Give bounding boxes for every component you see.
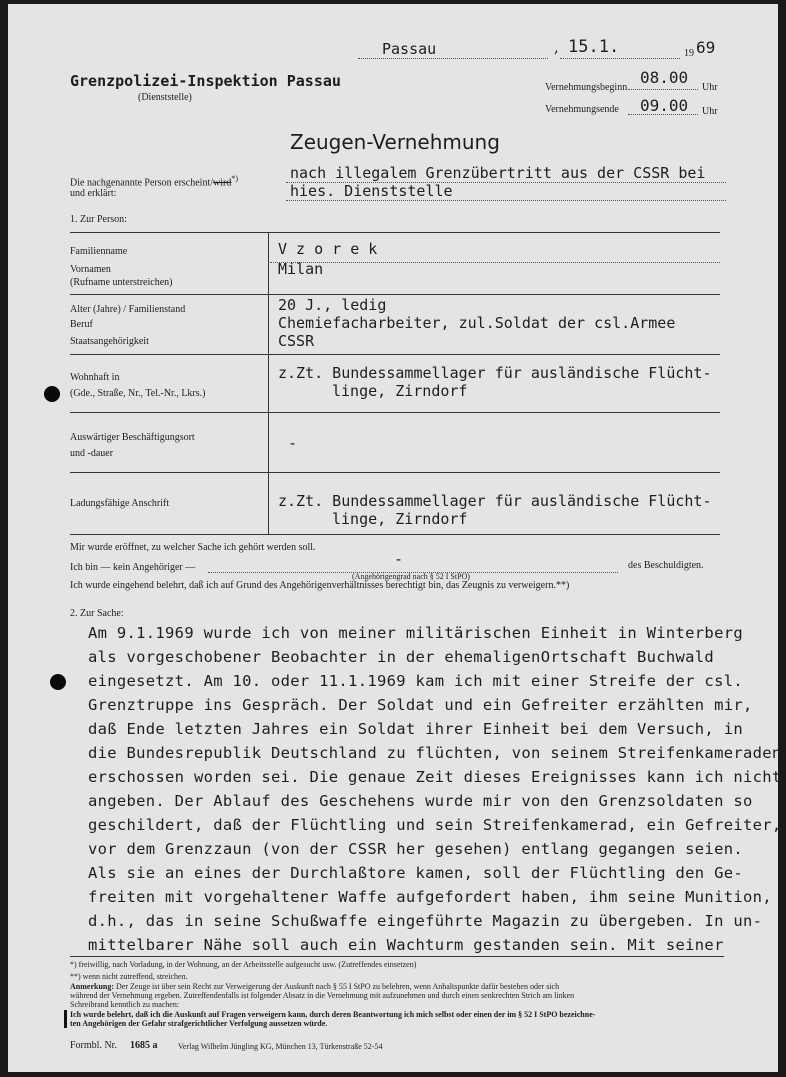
row1-sub-line bbox=[270, 262, 720, 263]
table-line-1 bbox=[70, 294, 720, 295]
intro-label bbox=[70, 174, 238, 188]
value-ladung-2: linge, Zirndorf bbox=[332, 510, 468, 528]
section-matter-heading: 2. Zur Sache: bbox=[70, 608, 124, 619]
narrative-line: angeben. Der Ablauf des Geschehens wurde mir von den Grenzsoldaten so bbox=[88, 792, 753, 810]
label-rufname: (Rufname unterstreichen) bbox=[70, 277, 173, 288]
form-publisher: Verlag Wilhelm Jüngling KG, München 13, Türkenstraße 52-54 bbox=[178, 1042, 383, 1051]
notice-opened: Mir wurde eröffnet, zu welcher Sache ich gehört werden soll. bbox=[70, 542, 316, 553]
footnote-1: *) freiwillig, nach Vorladung, in der Wohnung, an der Arbeitsstelle aufgesucht usw. (Zutreffendes einsetzen) bbox=[70, 960, 417, 969]
bold-remark-2: ten Angehörigen der Gefahr strafgerichtlicher Verfolgung aussetzen würde. bbox=[70, 1019, 328, 1028]
value-beschaeftigung: - bbox=[288, 434, 298, 452]
label-vornamen: Vornamen bbox=[70, 264, 111, 275]
year-prefix: 19 bbox=[684, 48, 694, 59]
relative-dash: - bbox=[394, 550, 404, 568]
document-page bbox=[8, 4, 782, 1072]
label-wohnhaft-detail: (Gde., Straße, Nr., Tel.-Nr., Lkrs.) bbox=[70, 388, 206, 399]
table-line-3 bbox=[70, 412, 720, 413]
value-alter: 20 J., ledig bbox=[278, 296, 387, 314]
form-label: Formbl. Nr. bbox=[70, 1040, 117, 1051]
begin-uhr: Uhr bbox=[702, 82, 718, 93]
value-wohnhaft-1: z.Zt. Bundessammellager für ausländische Flücht- bbox=[278, 364, 712, 382]
value-vornamen: Milan bbox=[278, 260, 324, 278]
punch-hole-top bbox=[44, 386, 60, 402]
end-line bbox=[628, 114, 698, 115]
narrative-line: d.h., das in seine Schußwaffe eingeführte Magazin zu übergeben. In un- bbox=[88, 912, 763, 930]
narrative-line: vor dem Grenzzaun (von der CSSR her gesehen) entlang gegangen seien. bbox=[88, 840, 743, 858]
remark-label: Anmerkung: bbox=[70, 982, 115, 991]
punch-hole-bottom bbox=[50, 674, 66, 690]
end-time: 09.00 bbox=[640, 96, 689, 115]
begin-time: 08.00 bbox=[640, 68, 689, 87]
begin-label: Vernehmungsbeginn bbox=[545, 82, 628, 93]
intro-text-1: nach illegalem Grenzübertritt aus der CSSR bei bbox=[290, 164, 706, 182]
bold-remark-1: Ich wurde belehrt, daß ich die Auskunft auf Fragen verweigern kann, durch deren Beantwortung ich mich selbst oder einen der im § 52 I StPO bezeichne- bbox=[70, 1010, 596, 1019]
narrative-line: als vorgeschobener Beobachter in der ehemaligenOrtschaft Buchwald bbox=[88, 648, 715, 666]
end-uhr: Uhr bbox=[702, 106, 718, 117]
label-staatsangehoerigkeit: Staatsangehörigkeit bbox=[70, 336, 149, 347]
end-label: Vernehmungsende bbox=[545, 104, 619, 115]
begin-line bbox=[628, 89, 698, 90]
notice-relative-right: des Beschuldigten. bbox=[628, 560, 704, 571]
remark-line-3: Schreibrand kenntlich zu machen: bbox=[70, 1000, 180, 1009]
form-number: 1685 a bbox=[130, 1040, 158, 1051]
intro-text-2: hies. Dienststelle bbox=[290, 182, 453, 200]
narrative-line: geschildert, daß der Flüchtling und sein Streifenkamerad, ein Gefreiter, bbox=[88, 816, 782, 834]
relative-caption: (Angehörigengrad nach § 52 I StPO) bbox=[352, 572, 470, 581]
notice-instructed: Ich wurde eingehend belehrt, daß ich auf Grund des Angehörigenverhältnisses berechtigt bin, das Zeugnis zu verweigern.**) bbox=[70, 580, 570, 591]
label-beruf: Beruf bbox=[70, 319, 93, 330]
value-beruf: Chemiefacharbeiter, zul.Soldat der csl.Armee bbox=[278, 314, 676, 332]
place: Passau bbox=[382, 40, 437, 58]
value-ladung-1: z.Zt. Bundessammellager für ausländische Flücht- bbox=[278, 492, 712, 510]
value-staat: CSSR bbox=[278, 332, 315, 350]
office-name: Grenzpolizei-Inspektion Passau bbox=[70, 72, 341, 90]
table-divider bbox=[268, 232, 269, 534]
value-familienname: V z o r e k bbox=[278, 240, 378, 258]
intro-label-sup: *) bbox=[231, 174, 239, 183]
narrative-line: freiten mit vorgehaltener Waffe aufgefordert haben, ihm seine Munition, bbox=[88, 888, 772, 906]
table-line-2 bbox=[70, 354, 720, 355]
value-wohnhaft-2: linge, Zirndorf bbox=[332, 382, 468, 400]
intro-label-2: und erklärt: bbox=[70, 188, 117, 199]
date: 15.1. bbox=[568, 37, 620, 57]
remark-line-2: während der Vernehmung ergeben. Zutreffendenfalls ist folgender Absatz in die Vernehmung mit aufzunehmen und durch einen senkrechten Strich am linken bbox=[70, 991, 575, 1000]
label-alter: Alter (Jahre) / Familienstand bbox=[70, 304, 186, 315]
label-familienname: Familienname bbox=[70, 246, 128, 257]
year: 69 bbox=[696, 38, 716, 57]
section-person-heading: 1. Zur Person: bbox=[70, 214, 127, 225]
place-line bbox=[358, 58, 548, 59]
narrative-line: erschossen worden sei. Die genaue Zeit dieses Ereignisses kann ich nicht bbox=[88, 768, 782, 786]
narrative-line: Als sie an eines der Durchlaßtore kamen, soll der Flüchtling den Ge- bbox=[88, 864, 743, 882]
document-title: Zeugen-Vernehmung bbox=[290, 130, 500, 154]
narrative-end-line bbox=[70, 956, 724, 957]
date-line bbox=[560, 58, 680, 59]
date-comma: , bbox=[554, 38, 559, 56]
intro-label-struck: wird bbox=[213, 177, 232, 189]
notice-relative-left: Ich bin — kein Angehöriger — bbox=[70, 562, 196, 573]
label-dauer: und -dauer bbox=[70, 448, 114, 459]
remark-text-1: Der Zeuge ist über sein Recht zur Verweigerung der Auskunft nach § 55 I StPO zu belehren, wenn Anhaltspunkte dafür bestehen oder sich bbox=[114, 982, 560, 991]
table-line-4 bbox=[70, 472, 720, 473]
narrative-line: daß Ende letzten Jahres ein Soldat ihrer Einheit bei dem Versuch, in bbox=[88, 720, 743, 738]
table-bottom-line bbox=[70, 534, 720, 535]
label-beschaeftigung: Auswärtiger Beschäftigungsort bbox=[70, 432, 195, 443]
remark-line-1 bbox=[70, 982, 559, 991]
narrative-line: Am 9.1.1969 wurde ich von meiner militärischen Einheit in Winterberg bbox=[88, 624, 743, 642]
remark-margin-bar bbox=[64, 1010, 67, 1028]
table-top-line bbox=[70, 232, 720, 233]
intro-label-text: Die nachgenannte Person erscheint/ bbox=[70, 177, 214, 189]
footnote-2: **) wenn nicht zutreffend, streichen. bbox=[70, 972, 188, 981]
label-ladung: Ladungsfähige Anschrift bbox=[70, 498, 170, 509]
narrative-line: Grenztruppe ins Gespräch. Der Soldat und ein Gefreiter erzählten mir, bbox=[88, 696, 753, 714]
intro-line-2 bbox=[286, 200, 726, 201]
label-wohnhaft: Wohnhaft in bbox=[70, 372, 120, 383]
narrative-line: die Bundesrepublik Deutschland zu flüchten, von seinem Streifenkameraden bbox=[88, 744, 782, 762]
narrative-line: mittelbarer Nähe soll auch ein Wachturm gestanden sein. Mit seiner bbox=[88, 936, 724, 954]
office-caption: (Dienststelle) bbox=[138, 92, 192, 103]
narrative-line: eingesetzt. Am 10. oder 11.1.1969 kam ich mit einer Streife der csl. bbox=[88, 672, 743, 690]
